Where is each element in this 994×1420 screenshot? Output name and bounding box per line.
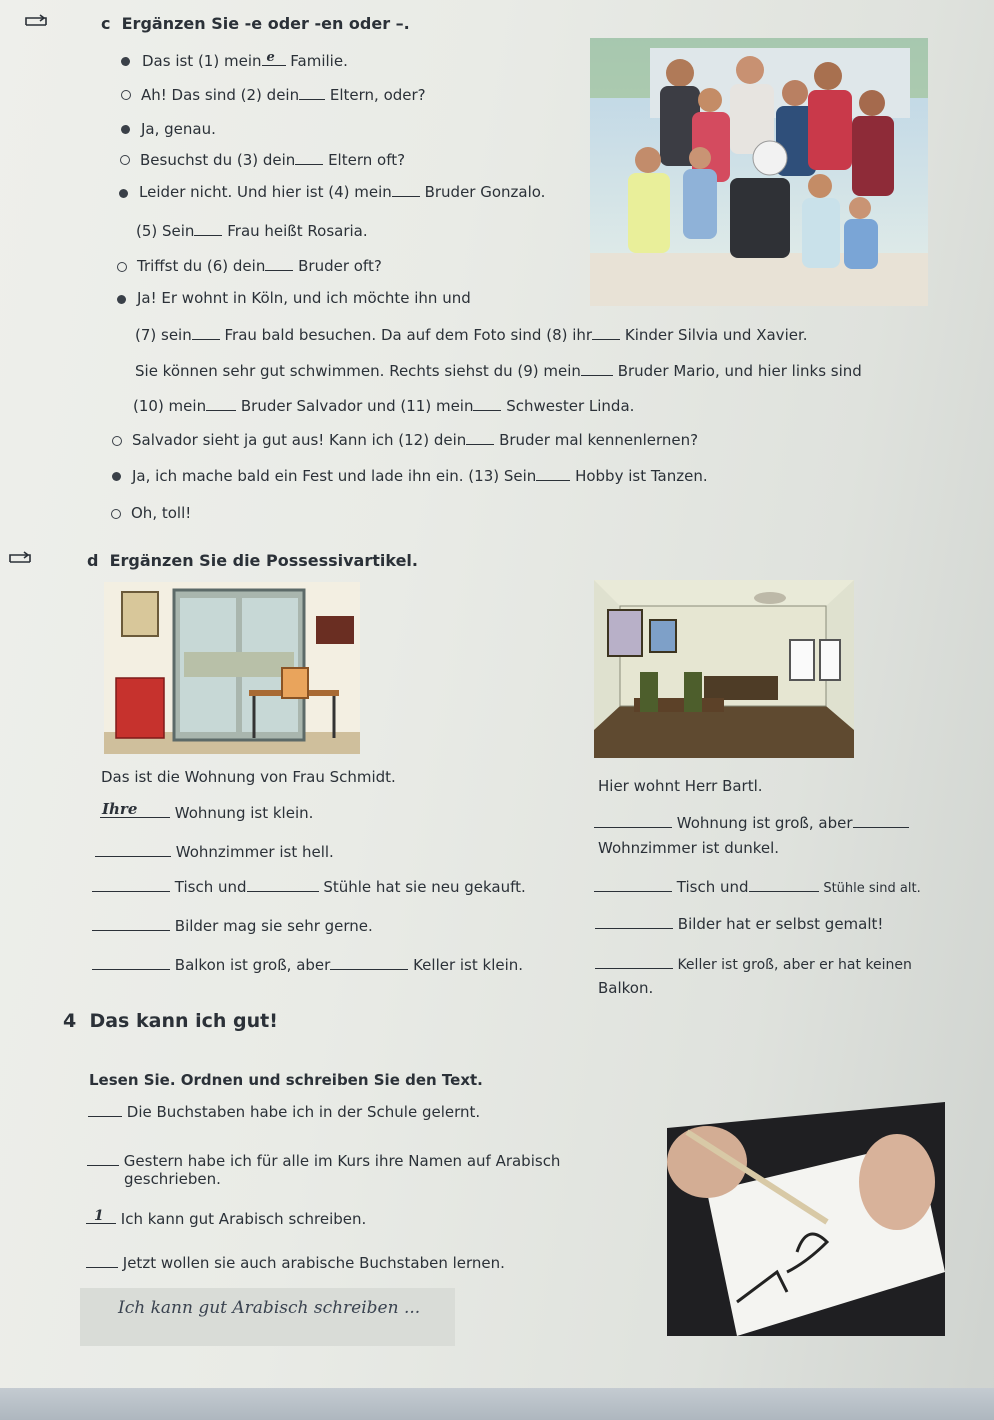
right-row-2: Wohnzimmer ist dunkel.: [598, 839, 780, 857]
left-row-3: Tisch und Stühle hat sie neu gekauft.: [92, 877, 526, 897]
order-item-4: Jetzt wollen sie auch arabische Buchstaben lernen.: [86, 1253, 505, 1273]
line-10: Sie können sehr gut schwimmen. Rechts siehst du (9) mein Bruder Mario, und hier links sind: [135, 362, 862, 380]
right-row-6: Balkon.: [598, 979, 654, 997]
audio-track-icon: [24, 14, 48, 28]
page-bottom-edge: [0, 1388, 994, 1420]
line-11: (10) mein Bruder Salvador und (11) mein Schwester Linda.: [133, 397, 635, 415]
order-item-1: Die Buchstaben habe ich in der Schule gelernt.: [88, 1102, 480, 1122]
line-6: (5) Sein Frau heißt Rosaria.: [136, 222, 368, 240]
left-row-1: Ihre Wohnung ist klein.: [102, 800, 314, 822]
bullet-filled: [119, 189, 128, 198]
right-heading: Hier wohnt Herr Bartl.: [598, 777, 763, 795]
line-4: Besuchst du (3) dein Eltern oft?: [140, 151, 406, 169]
answer-text: Ich kann gut Arabisch schreiben ...: [118, 1298, 421, 1318]
bullet-filled: [112, 472, 121, 481]
left-heading: Das ist die Wohnung von Frau Schmidt.: [101, 768, 396, 786]
line-9: (7) sein Frau bald besuchen. Da auf dem Foto sind (8) ihr Kinder Silvia und Xavier.: [135, 326, 808, 344]
line-14: Oh, toll!: [131, 504, 192, 522]
bullet-open: [120, 155, 130, 165]
bullet-open: [117, 262, 127, 272]
right-row-5: Keller ist groß, aber er hat keinen: [595, 954, 912, 975]
bullet-filled: [117, 295, 126, 304]
left-row-2: Wohnzimmer ist hell.: [95, 842, 334, 862]
right-row-4: Bilder hat er selbst gemalt!: [595, 914, 883, 934]
bullet-filled: [121, 125, 130, 134]
answer-box[interactable]: [80, 1288, 455, 1346]
writing-hands-photo: [667, 1102, 945, 1336]
bullet-open: [111, 509, 121, 519]
bullet-open: [121, 90, 131, 100]
section-4-heading: 4 Das kann ich gut!: [63, 1010, 278, 1032]
audio-track-icon-2: [8, 551, 32, 565]
section-4-instruction: Lesen Sie. Ordnen und schreiben Sie den Text.: [89, 1071, 483, 1089]
order-item-3: 1 Ich kann gut Arabisch schreiben.: [86, 1209, 366, 1229]
left-row-4: Bilder mag sie sehr gerne.: [92, 916, 373, 936]
line-5: Leider nicht. Und hier ist (4) mein Bruder Gonzalo.: [139, 183, 546, 201]
section-d-heading: d Ergänzen Sie die Possessivartikel.: [87, 551, 418, 570]
family-photo: [590, 38, 928, 306]
line-1: Das ist (1) mein e Familie.: [142, 50, 348, 70]
line-12: Salvador sieht ja gut aus! Kann ich (12) dein Bruder mal kennenlernen?: [132, 431, 699, 449]
bright-room-illustration: [104, 582, 360, 754]
line-3: Ja, genau.: [141, 120, 216, 138]
left-row-5: Balkon ist groß, aber Keller ist klein.: [92, 955, 523, 975]
dark-room-illustration: [594, 580, 854, 758]
line-13: Ja, ich mache bald ein Fest und lade ihn ein. (13) Sein Hobby ist Tanzen.: [132, 467, 708, 485]
line-8: Ja! Er wohnt in Köln, und ich möchte ihn und: [137, 289, 471, 307]
line-2: Ah! Das sind (2) dein Eltern, oder?: [141, 86, 426, 104]
section-c-heading: c Ergänzen Sie -e oder -en oder –.: [101, 14, 410, 33]
order-item-2: Gestern habe ich für alle im Kurs ihre Namen auf Arabisch: [87, 1151, 560, 1171]
right-row-1: Wohnung ist groß, aber: [594, 813, 909, 833]
right-row-3: Tisch und Stühle sind alt.: [594, 877, 921, 899]
bullet-open: [112, 436, 122, 446]
line-7: Triffst du (6) dein Bruder oft?: [137, 257, 382, 275]
order-item-2-cont: geschrieben.: [124, 1170, 221, 1188]
bullet-filled: [121, 57, 130, 66]
